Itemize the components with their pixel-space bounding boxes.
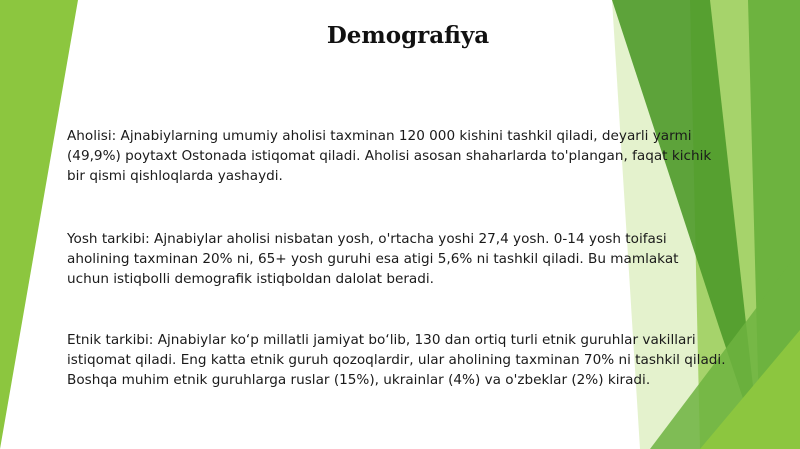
slide-title: Demografiya — [326, 22, 490, 49]
paragraph-line: Boshqa muhim etnik guruhlarga ruslar (15%), ukrainlar (4%) va o'zbeklar (2%) kiradi. — [67, 372, 651, 388]
paragraph-line: aholining taxminan 20% ni, 65+ yosh guruhi esa atigi 5,6% ni tashkil qiladi. Bu mamlakat — [67, 251, 679, 267]
paragraph-line: istiqomat qiladi. Eng katta etnik guruh qozoqlardir, ular aholining taxminan 70% ni tashkil qiladi. — [67, 352, 726, 368]
paragraph-line: Yosh tarkibi: Ajnabiylar aholisi nisbatan yosh, o'rtacha yoshi 27,4 yosh. 0-14 yosh toifasi — [67, 231, 667, 247]
ethnic-structure-paragraph — [67, 330, 787, 390]
paragraph-line: Aholisi: Ajnabiylarning umumiy aholisi taxminan 120 000 kishini tashkil qiladi, deyarli yarmi — [67, 128, 692, 144]
paragraph-line: Etnik tarkibi: Ajnabiylar ko‘p millatli jamiyat bo‘lib, 130 dan ortiq turli etnik guruhlar vakillari — [67, 332, 696, 348]
paragraph-line: (49,9%) poytaxt Ostonada istiqomat qiladi. Aholisi asosan shaharlarda to'plangan, faqat kichik — [67, 148, 712, 164]
paragraph-line: uchun istiqbolli demografik istiqboldan dalolat beradi. — [67, 271, 434, 287]
population-paragraph — [67, 126, 787, 186]
paragraph-line: bir qismi qishloqlarda yashaydi. — [67, 168, 283, 184]
age-structure-paragraph — [67, 229, 787, 289]
